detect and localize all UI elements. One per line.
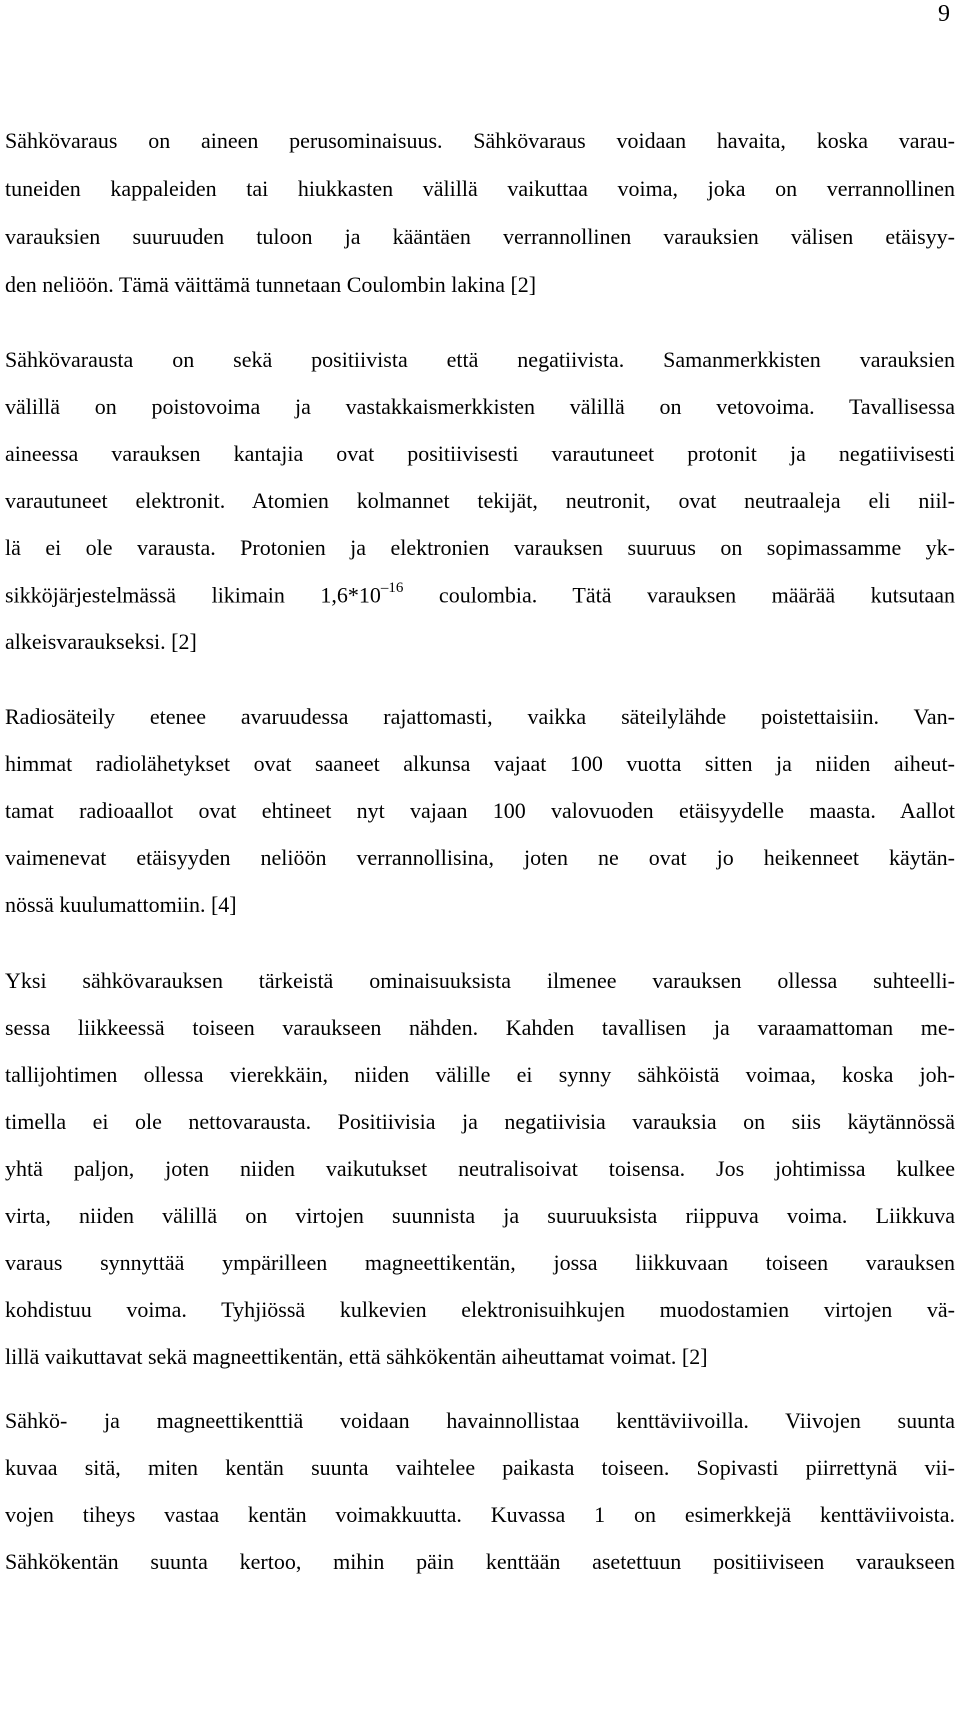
text-line: varautuneet elektronit. Atomien kolmannet tekijät, neutronit, ovat neutraaleja eli niil- xyxy=(5,488,955,513)
text-line-with-exponent xyxy=(5,582,955,608)
text-line: timella ei ole nettovarausta. Positiivisia ja negatiivisia varauksia on siis käytännössä xyxy=(5,1109,955,1134)
text-line: Sähkökentän suunta kertoo, mihin päin kenttään asetettuun positiiviseen varaukseen xyxy=(5,1549,955,1574)
text-line: Sähkövaraus on aineen perusominaisuus. Sähkövaraus voidaan havaita, koska varau- xyxy=(5,128,955,153)
text-line: tallijohtimen ollessa vierekkäin, niiden välille ei synny sähköistä voimaa, koska joh- xyxy=(5,1062,955,1087)
text-line: sessa liikkeessä toiseen varaukseen nähden. Kahden tavallisen ja varaamattoman me- xyxy=(5,1015,955,1040)
text-line: aineessa varauksen kantajia ovat positiivisesti varautuneet protonit ja negatiivisesti xyxy=(5,441,955,466)
text-line: Yksi sähkövarauksen tärkeistä ominaisuuksista ilmenee varauksen ollessa suhteelli- xyxy=(5,968,955,993)
text-line: Radiosäteily etenee avaruudessa rajattomasti, vaikka säteilylähde poistettaisiin. Van- xyxy=(5,704,955,729)
text-line: varaus synnyttää ympärilleen magneettikentän, jossa liikkuvaan toiseen varauksen xyxy=(5,1250,955,1275)
text-line: Sähkö- ja magneettikenttiä voidaan havainnollistaa kenttäviivoilla. Viivojen suunta xyxy=(5,1408,955,1433)
text-fragment: coulombia. Tätä varauksen määrää kutsutaan xyxy=(403,582,955,608)
text-line: alkeisvaraukseksi. [2] xyxy=(5,629,197,654)
text-line: kohdistuu voima. Tyhjiössä kulkevien elektronisuihkujen muodostamien virtojen vä- xyxy=(5,1297,955,1322)
text-line: himmat radiolähetykset ovat saaneet alkunsa vajaat 100 vuotta sitten ja niiden aiheut- xyxy=(5,751,955,776)
text-line: yhtä paljon, joten niiden vaikutukset neutralisoivat toisensa. Jos johtimissa kulkee xyxy=(5,1156,955,1181)
text-line: välillä on poistovoima ja vastakkaismerkkisten välillä on vetovoima. Tavallisessa xyxy=(5,394,955,419)
text-line: tamat radioaallot ovat ehtineet nyt vajaan 100 valovuoden etäisyydelle maasta. Aallot xyxy=(5,798,955,823)
text-fragment: sikköjärjestelmässä likimain 1,6*10 xyxy=(5,582,381,608)
text-line: kuvaa sitä, miten kentän suunta vaihtelee paikasta toiseen. Sopivasti piirrettynä vii- xyxy=(5,1455,955,1480)
text-line: virta, niiden välillä on virtojen suunnista ja suuruuksista riippuva voima. Liikkuva xyxy=(5,1203,955,1228)
page-number: 9 xyxy=(938,1,950,27)
text-line: Sähkövarausta on sekä positiivista että negatiivista. Samanmerkkisten varauksien xyxy=(5,347,955,372)
text-line: lä ei ole varausta. Protonien ja elektronien varauksen suuruus on sopimassamme yk- xyxy=(5,535,955,560)
text-line: vojen tiheys vastaa kentän voimakkuutta. Kuvassa 1 on esimerkkejä kenttäviivoista. xyxy=(5,1502,955,1527)
text-line: vaimenevat etäisyyden neliöön verrannollisina, joten ne ovat jo heikenneet käytän- xyxy=(5,845,955,870)
exponent: –16 xyxy=(380,580,404,596)
text-line: den neliöön. Tämä väittämä tunnetaan Coulombin lakina [2] xyxy=(5,272,537,297)
text-line: varauksien suuruuden tuloon ja kääntäen verrannollinen varauksien välisen etäisyy- xyxy=(5,224,955,249)
text-line: tuneiden kappaleiden tai hiukkasten välillä vaikuttaa voima, joka on verrannollinen xyxy=(5,176,955,201)
text-line: lillä vaikuttavat sekä magneettikentän, että sähkökentän aiheuttamat voimat. [2] xyxy=(5,1344,708,1369)
text-line: nössä kuulumattomiin. [4] xyxy=(5,892,237,917)
